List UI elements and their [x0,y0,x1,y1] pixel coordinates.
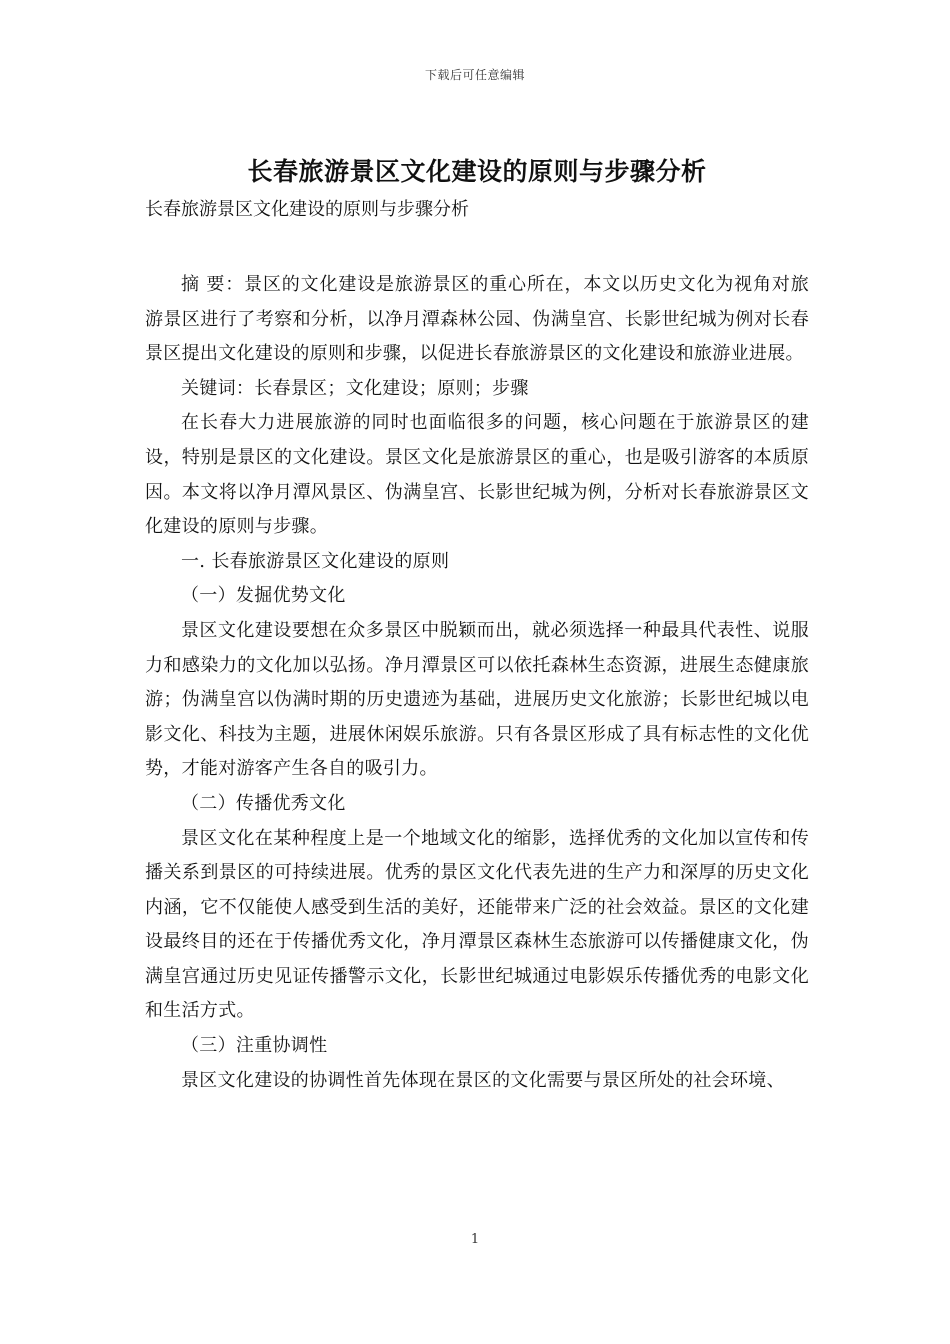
body-paragraph: 景区文化建设的协调性首先体现在景区的文化需要与景区所处的社会环境、 [181,1069,785,1091]
document-subtitle: 长春旅游景区文化建设的原则与步骤分析 [145,199,469,220]
abstract-paragraph: 摘 要：景区的文化建设是旅游景区的重心所在，本文以历史文化为视角对旅游景区进行了考察和分析，以净月潭森林公园、伪满皇宫、长影世纪城为例对长春景区提出文化建设的原则和步骤，以促进长春旅游景区的文化建设和旅游业进展。 [145,274,809,365]
page-header: 下载后可任意编辑 [424,68,525,82]
subsection-heading-2: （二）传播优秀文化 [181,792,346,814]
section-heading-1: 一. 长春旅游景区文化建设的原则 [181,550,450,572]
body-paragraph: 景区文化在某种程度上是一个地域文化的缩影，选择优秀的文化加以宣传和传播关系到景区的可持续进展。优秀的景区文化代表先进的生产力和深厚的历史文化内涵，它不仅能使人感受到生活的美好，还能带来广泛的社会效益。景区的文化建设最终目的还在于传播优秀文化，净月潭景区森林生态旅游可以传播健康文化，伪满皇宫通过历史见证传播警示文化，长影世纪城通过电影娱乐传播优秀的电影文化和生活方式。 [145,827,809,1022]
page-number: 1 [470,1232,480,1247]
subsection-heading-3: （三）注重协调性 [181,1035,328,1057]
subsection-heading-1: （一）发掘优势文化 [181,585,346,607]
document-body [145,152,809,1098]
keywords-paragraph: 关键词：长春景区；文化建设；原则；步骤 [181,377,529,399]
document-title: 长春旅游景区文化建设的原则与步骤分析 [247,157,707,186]
body-paragraph: 景区文化建设要想在众多景区中脱颖而出，就必须选择一种最具代表性、说服力和感染力的文化加以弘扬。净月潭景区可以依托森林生态资源，进展生态健康旅游；伪满皇宫以伪满时期的历史遗迹为基础，进展历史文化旅游；长影世纪城以电影文化、科技为主题，进展休闲娱乐旅游。只有各景区形成了具有标志性的文化优势，才能对游客产生各自的吸引力。 [145,619,809,780]
intro-paragraph: 在长春大力进展旅游的同时也面临很多的问题，核心问题在于旅游景区的建设，特别是景区的文化建设。景区文化是旅游景区的重心，也是吸引游客的本质原因。本文将以净月潭风景区、伪满皇宫、长影世纪城为例，分析对长春旅游景区文化建设的原则与步骤。 [145,412,809,538]
